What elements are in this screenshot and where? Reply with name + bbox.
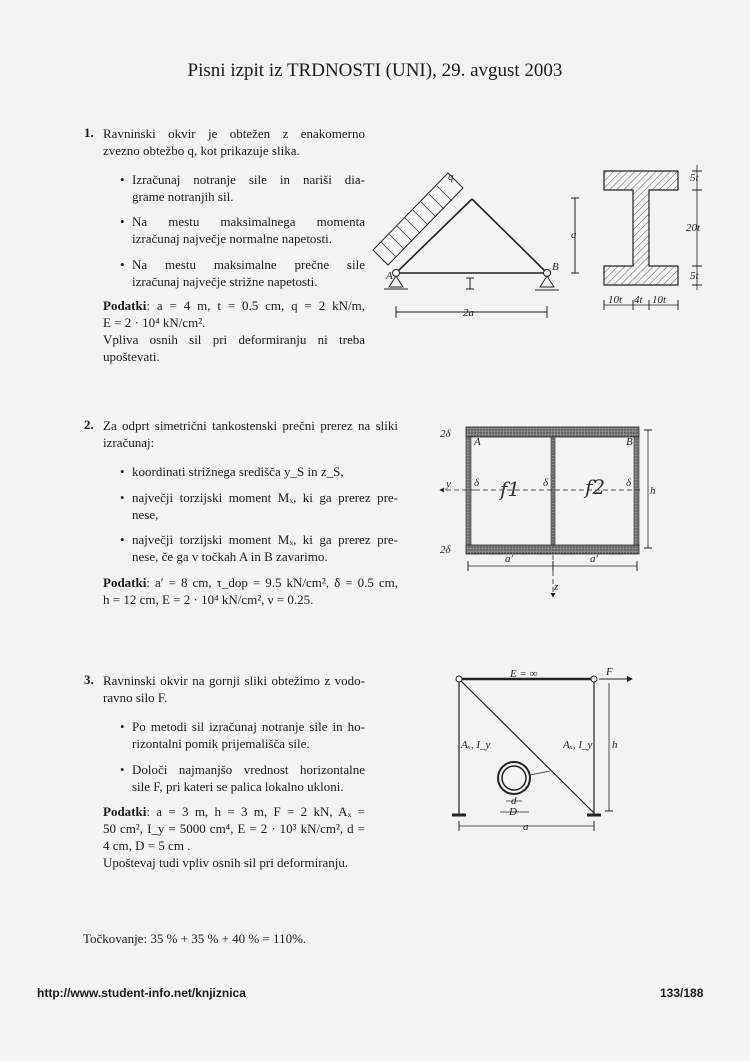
- dim-5t-bottom: 5t: [690, 270, 699, 282]
- intro-line: Za odprt simetrični tankostenski prečni prerez na sliki: [103, 418, 398, 433]
- label-delta-right: δ: [626, 477, 632, 489]
- bullet-line: Določi najmanjšo vrednost horizontalne: [132, 762, 365, 777]
- dim-10t-left: 10t: [608, 294, 623, 306]
- label-A: A: [386, 270, 393, 282]
- bullet-line: izračunaj največje strižne napetosti.: [132, 274, 318, 289]
- problem-2-text: Za odprt simetrični tankostenski prečni prerez na sliki izračunaj: • koordinati strižnega središča y_S in z_S, • največji torzijski moment Mₓ, ki ga prerez pre- nese, • največji torzijski moment Mₓ, ki ga prerez pre- nese, če ga v točkah A in B zavarimo. Podatki: a′ = 8 cm, τ_dop = 9.5 kN/cm², δ = 0.5 cm, h = 12 cm, E = 2 · 10⁴ kN/cm², ν = 0.25.: [103, 418, 398, 607]
- label-h: h: [612, 739, 618, 751]
- handwritten-f2: f2: [585, 475, 606, 499]
- dim-20t: 20t: [686, 222, 701, 234]
- data-line: E = 2 · 10⁴ kN/cm².: [103, 315, 206, 330]
- bullet-icon: •: [120, 719, 125, 734]
- problem-3-text: Ravninski okvir na gornji sliki obtežimo z vodo- ravno silo F. • Po metodi sil izračunaj notranje sile in ho- rizontalni pomik prijemališča sile. • Določi najmanjšo vrednost horizontalne sile F, pri kateri se palica lokalno ukloni. Podatki: a = 3 m, h = 3 m, F = 2 kN, Aₓ = 50 cm², I_y = 5000 cm⁴, E = 2 · 10³ kN/cm², d = 4 cm, D = 5 cm . Upoštevaj tudi vpliv osnih sil pri deformiranju.: [103, 673, 365, 870]
- label-a: a: [523, 821, 529, 833]
- label-q: q: [448, 171, 454, 183]
- intro-line: Ravninski okvir na gornji sliki obtežimo z vodo-: [103, 673, 365, 688]
- scoring: Točkovanje: 35 % + 35 % + 40 % = 110%.: [83, 931, 307, 946]
- label-delta-middle: δ: [543, 477, 549, 489]
- data-label: Podatki: [103, 804, 147, 819]
- label-E-infinity: E = ∞: [510, 668, 538, 680]
- bullet-line: največji torzijski moment Mₓ, ki ga prerez pre-: [132, 490, 398, 505]
- bullet-icon: •: [120, 490, 125, 505]
- data-line: 50 cm², I_y = 5000 cm⁴, E = 2 · 10³ kN/cm², d =: [103, 821, 365, 836]
- label-h: h: [650, 485, 656, 497]
- problem-1-text: Ravninski okvir je obtežen z enakomerno zvezno obtežbo q, kot prikazuje slika. • Izračunaj notranje sile in nariši dia- grame notranjih sil. • Na mestu maksimalnega momenta izračunaj največje normalne napetosti. • Na mestu maksimalne prečne sile izračunaj največje strižne napetosti. Podatki: a = 4 m, t = 0.5 cm, q = 2 kN/m, E = 2 · 10⁴ kN/cm². Vpliva osnih sil pri deformiranju ni treba upoštevati.: [103, 126, 365, 364]
- note-line: Upoštevaj tudi vpliv osnih sil pri deformiranju.: [103, 855, 349, 870]
- dim-5t-top: 5t: [690, 172, 699, 184]
- bullet-line: grame notranjih sil.: [132, 189, 234, 204]
- intro-line: izračunaj:: [103, 435, 155, 450]
- label-B: B: [626, 436, 633, 448]
- label-a-prime-left: a′: [505, 553, 513, 565]
- frame-figure-3: [452, 676, 632, 831]
- label-B: B: [552, 261, 559, 273]
- bullet-icon: •: [120, 214, 125, 229]
- page-title: Pisni izpit iz TRDNOSTI (UNI), 29. avgust 2003: [187, 60, 563, 81]
- figure-1-frame: [373, 173, 579, 318]
- intro-line: Ravninski okvir je obtežen z enakomerno: [103, 126, 365, 141]
- bullet-line: največji torzijski moment Mₓ, ki ga prerez pre-: [132, 532, 398, 547]
- bullet-line: izračunaj največje normalne napetosti.: [132, 231, 332, 246]
- dim-10t-right: 10t: [652, 294, 667, 306]
- bullet-icon: •: [120, 532, 125, 547]
- footer-url[interactable]: http://www.student-info.net/knjiznica: [37, 986, 246, 1000]
- page-number: 133/188: [660, 986, 704, 1000]
- bullet-line: koordinati strižnega središča y_S in z_S,: [132, 464, 344, 479]
- label-D: D: [509, 806, 517, 818]
- bullet-icon: •: [120, 464, 125, 479]
- i-section: [604, 165, 702, 310]
- label-d: d: [511, 795, 517, 807]
- bullet-line: Na mestu maksimalne prečne sile: [132, 257, 365, 272]
- data-line: 4 cm, D = 5 cm .: [103, 838, 191, 853]
- problem-1-number: 1.: [84, 125, 94, 140]
- data-line: a′ = 8 cm, τ_dop = 9.5 kN/cm², δ = 0.5 cm,: [154, 575, 398, 590]
- note-line: Vpliva osnih sil pri deformiranju ni treba: [103, 332, 365, 347]
- bullet-line: nese,: [132, 507, 159, 522]
- label-a: a: [571, 229, 577, 241]
- data-label: Podatki: [103, 298, 147, 313]
- intro-line: zvezno obtežbo q, kot prikazuje slika.: [103, 143, 300, 158]
- handwritten-f1: f1: [500, 477, 521, 501]
- data-line: h = 12 cm, E = 2 · 10⁴ kN/cm², ν = 0.25.: [103, 592, 314, 607]
- bullet-icon: •: [120, 762, 125, 777]
- label-2a: 2a: [463, 307, 474, 319]
- label-z: z: [554, 581, 559, 593]
- bullet-line: Izračunaj notranje sile in nariši dia-: [132, 172, 365, 187]
- note-line: upoštevati.: [103, 349, 160, 364]
- bullet-line: nese, če ga v točkah A in B zavarimo.: [132, 549, 328, 564]
- label-A: A: [474, 436, 481, 448]
- bullet-line: rizontalni pomik prijemališča sile.: [132, 736, 310, 751]
- label-ax-iy-left: Aₓ, I_y: [461, 739, 491, 751]
- label-delta-left: δ: [474, 477, 480, 489]
- bullet-line: sile F, pri kateri se palica lokalno ukloni.: [132, 779, 344, 794]
- label-y: y: [446, 478, 451, 490]
- label-ax-iy-right: Aₓ, I_y: [563, 739, 593, 751]
- dim-4t: 4t: [634, 294, 643, 306]
- data-line: a = 4 m, t = 0.5 cm, q = 2 kN/m,: [156, 298, 365, 313]
- data-line: a = 3 m, h = 3 m, F = 2 kN, Aₓ =: [156, 804, 365, 819]
- problem-2-number: 2.: [84, 417, 94, 432]
- thin-walled-section: [440, 427, 652, 597]
- data-label: Podatki: [103, 575, 147, 590]
- bullet-line: Po metodi sil izračunaj notranje sile in ho-: [132, 719, 365, 734]
- label-2delta-bottom: 2δ: [440, 544, 451, 556]
- bullet-line: Na mestu maksimalnega momenta: [132, 214, 365, 229]
- tube-cross-section: [498, 762, 530, 794]
- label-2delta-top: 2δ: [440, 428, 451, 440]
- bullet-icon: •: [120, 172, 125, 187]
- label-F: F: [606, 666, 613, 678]
- label-a-prime-right: a′: [590, 553, 598, 565]
- intro-line: ravno silo F.: [103, 690, 168, 705]
- bullet-icon: •: [120, 257, 125, 272]
- problem-3-number: 3.: [84, 672, 94, 687]
